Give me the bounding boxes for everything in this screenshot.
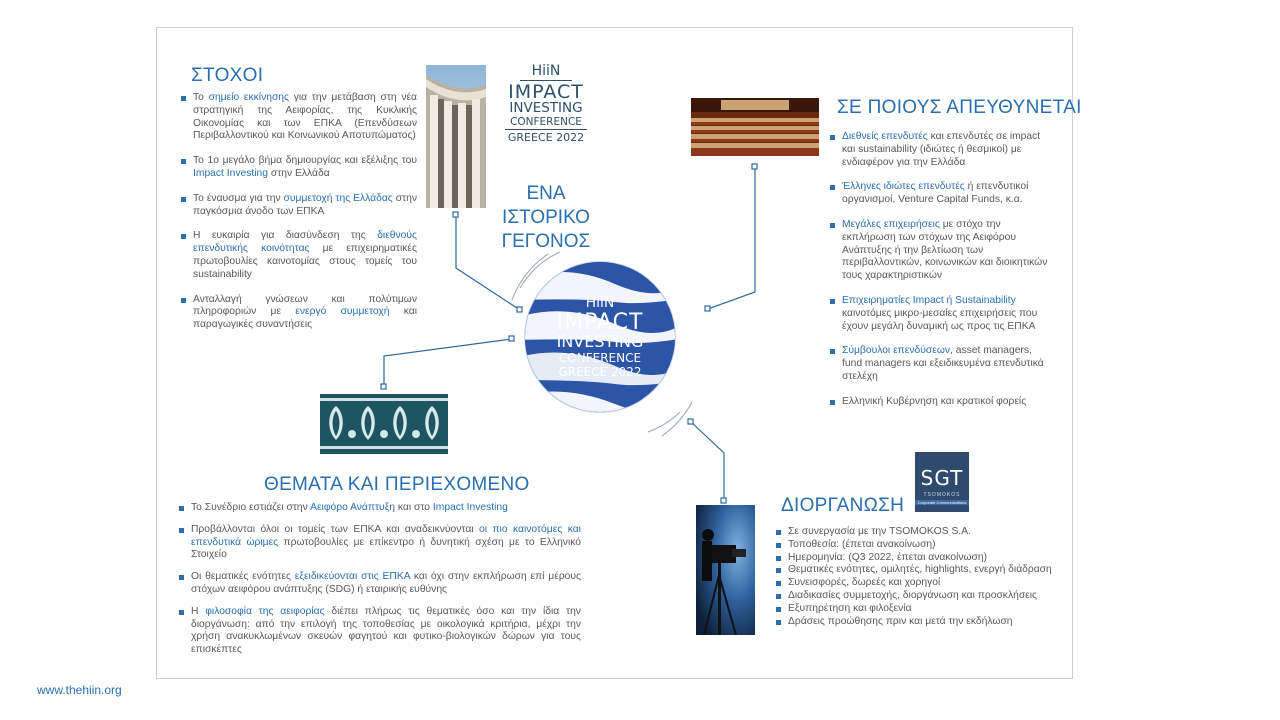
topics-list: [179, 502, 581, 666]
circle-logo-line3: CONFERENCE: [558, 351, 642, 365]
topics-highlight: Impact Investing: [432, 502, 508, 513]
audience-highlight: Σύμβουλοι επενδύσεων: [842, 345, 951, 357]
connector-pattern: [384, 339, 512, 386]
audience-highlight: Μεγάλες επιχειρήσεις: [842, 218, 940, 230]
connector-audience: [708, 167, 755, 309]
circle-logo: [525, 296, 675, 378]
goals-text: με επιχειρηματικές πρωτοβουλίες καινοτομίας στους τομείς του sustainability: [193, 243, 417, 280]
goals-text: Το 1ο μεγάλο βήμα δημιουργίας και εξέλιξης του: [193, 155, 417, 167]
topics-text: και στο: [395, 502, 433, 513]
topics-highlight: φιλοσοφία της αειφορίας: [205, 605, 325, 617]
goals-text: Το: [193, 92, 209, 103]
goals-highlight: διεθνούς επενδυτικής κοινότητας: [193, 230, 417, 255]
audience-text: καινοτόμες μικρο-μεσαίες επιχειρήσεις που έχουν μεγάλη δυναμική ως προς τις ΕΠΚΑ: [842, 307, 1038, 332]
audience-item: [830, 219, 1052, 283]
historic-event-title: [495, 182, 597, 254]
topics-item: [179, 524, 581, 562]
organization-heading: ΔΙΟΡΓΑΝΩΣΗ: [781, 495, 905, 516]
circle-logo-line1: IMPACT: [556, 310, 644, 335]
organization-list: [776, 526, 1066, 628]
goals-highlight: συμμετοχή της Ελλάδας: [283, 192, 393, 204]
circle-logo-brand: HiiN: [585, 295, 615, 311]
audience-text: ή επενδυτικοί οργανισμοί, Venture Capital Funds, κ.α.: [842, 181, 1029, 206]
goals-text: για την μετάβαση στη νέα στρατηγική της Αειφορίας, της Κυκλικής Οικονομίας και των ΕΠΚΑ (Επενδύσεων Περιβαλλοντικού και Κοινωνικού Αποτυπώματος): [193, 92, 418, 142]
hiin-logo-line3: CONFERENCE: [510, 115, 582, 128]
sgt-letters: SGT: [920, 466, 964, 490]
audience-item: [830, 181, 1052, 207]
greek-flag-circle: [525, 262, 675, 412]
goals-highlight: σημείο εκκίνησης: [208, 92, 290, 103]
title-line2: ΙΣΤΟΡΙΚΟ: [502, 207, 590, 228]
audience-heading: ΣΕ ΠΟΙΟΥΣ ΑΠΕΥΘΥΝΕΤΑΙ: [837, 97, 1082, 118]
goals-item: [181, 92, 417, 143]
topics-item: [179, 502, 581, 515]
title-line3: ΓΕΓΟΝΟΣ: [501, 231, 591, 252]
conference-hall-photo: [691, 98, 819, 156]
goals-text: Ανταλλαγή γνώσεων και πολύτιμων πληροφοριών με: [193, 293, 417, 318]
topics-highlight: εξειδικεύονται στις ΕΠΚΑ: [294, 571, 411, 583]
connector-organization: [691, 422, 724, 500]
audience-highlight: Επιχειρηματίες Impact ή Sustainability: [842, 294, 1016, 306]
greek-ornament-pattern: [320, 394, 448, 454]
sgt-tsomokos-logo: [915, 452, 969, 512]
audience-text: και επενδυτές σε impact και sustainability (ιδιώτες ή θεσμικοί) με ενδιαφέρον για την Ελλάδα: [842, 131, 1041, 168]
audience-item: [830, 345, 1052, 383]
organization-item: Σε συνεργασία με την TSOMOKOS S.A.: [776, 526, 1066, 539]
camera-operator-photo: [696, 505, 755, 635]
hiin-logo-line4: GREECE 2022: [505, 129, 587, 143]
title-line1: ΕΝΑ: [526, 183, 566, 204]
audience-text: με στόχο την εκπλήρωση των στόχων της Αειφόρου Ανάπτυξης ή την βελτίωση των περιβαλλοντικών, κοινωνικών και διοικητικών τους χαρακτηριστικών: [842, 218, 1048, 282]
goals-text: και παραγωγικές συναντήσεις: [193, 306, 418, 331]
audience-highlight: Διεθνείς επενδυτές: [842, 131, 928, 142]
audience-highlight: Έλληνες ιδιώτες επενδυτές: [842, 181, 965, 193]
goals-heading: ΣΤΟΧΟΙ: [191, 65, 264, 86]
topics-text: και όχι στην εκπλήρωση επί μέρους στόχων αειφόρου ανάπτυξης (SDG) ή εταιρικής ευθύνης: [191, 571, 582, 595]
goals-item: [181, 193, 417, 219]
goals-text: στην παγκόσμια άνοδο των ΕΠΚΑ: [193, 192, 417, 217]
organization-item: Θεματικές ενότητες, ομιλητές, highlights, ενεργή διάδραση: [776, 564, 1066, 577]
audience-item: [830, 295, 1052, 333]
hiin-logo-line1: IMPACT: [508, 81, 584, 103]
hiin-logo-line2: INVESTING: [509, 100, 583, 116]
circle-logo-line4: GREECE 2022: [558, 365, 642, 379]
goals-text: στην Ελλάδα: [267, 167, 330, 179]
topics-item: [179, 571, 581, 597]
audience-text: , asset managers, fund managers και εξειδικευμένα επενδυτικά στελέχη: [842, 345, 1044, 382]
topics-item: [179, 606, 581, 657]
footer-url[interactable]: www.thehiin.org: [37, 683, 122, 697]
goals-highlight: ενεργό συμμετοχή: [295, 306, 390, 318]
audience-item: [830, 131, 1052, 169]
topics-heading: ΘΕΜΑΤΑ ΚΑΙ ΠΕΡΙΕΧΟΜΕΝΟ: [264, 474, 530, 495]
audience-list: [830, 131, 1052, 421]
goals-item: [181, 230, 417, 281]
topics-highlight: οι πιο καινοτόμες και επενδυτικά ώριμες: [191, 523, 581, 548]
columns-photo: [426, 65, 486, 208]
organization-item: Ημερομηνία: (Q3 2022, έπεται ανακοίνωση): [776, 552, 1066, 565]
sgt-sub2: Corporate Communications: [915, 500, 969, 505]
goals-highlight: Impact Investing: [193, 167, 268, 179]
sgt-sub1: TSOMOKOS: [923, 492, 961, 498]
organization-item: Συνεισφορές, δωρεές και χορηγοί: [776, 577, 1066, 590]
goals-item: [181, 294, 417, 332]
hiin-logo-brand: HiiN: [531, 63, 561, 79]
topics-text: πρωτοβουλίες με επίκεντρο ή δυνητική σχέση με το Ελληνικό Στοιχείο: [191, 536, 581, 561]
circle-logo-line2: INVESTING: [556, 332, 644, 351]
topics-text: διέπει πλήρως τις θεματικές όσο και την ίδια την διοργάνωση: από την επιλογή της τοποθεσίας με οικολογικά κριτήρια, μέχρι την χρήση ανακυκλωμένων σκευών φαγητού και φυτικο-βιολογικών δώρων για τους επισκέπτες: [191, 605, 581, 656]
topics-text: Οι θεματικές ενότητες: [191, 571, 295, 583]
goals-text: Η ευκαιρία για διασύνδεση της: [193, 230, 378, 242]
topics-text: Προβάλλονται όλοι οι τομείς των ΕΠΚΑ και αναδεικνύονται: [191, 523, 479, 535]
organization-item: Εξυπηρέτηση και φιλοξενία: [776, 603, 1066, 616]
topics-text: Το Συνέδριο εστιάζει στην: [191, 502, 311, 513]
hiin-logo: [505, 64, 587, 143]
goals-list: [181, 92, 417, 344]
organization-item: Τοποθεσία: (έπεται ανακοίνωση): [776, 539, 1066, 552]
organization-item: Διαδικασίες συμμετοχής, διοργάνωση και προσκλήσεις: [776, 590, 1066, 603]
goals-text: Το έναυσμα για την: [193, 192, 284, 204]
organization-item: Δράσεις προώθησης πριν και μετά την εκδήλωση: [776, 616, 1066, 629]
topics-highlight: Αειφόρο Ανάπτυξη: [310, 502, 396, 513]
goals-item: [181, 155, 417, 181]
audience-text: Ελληνική Κυβέρνηση και κρατικοί φορείς: [842, 395, 1027, 407]
audience-item: [830, 396, 1052, 409]
topics-text: Η: [191, 605, 206, 617]
